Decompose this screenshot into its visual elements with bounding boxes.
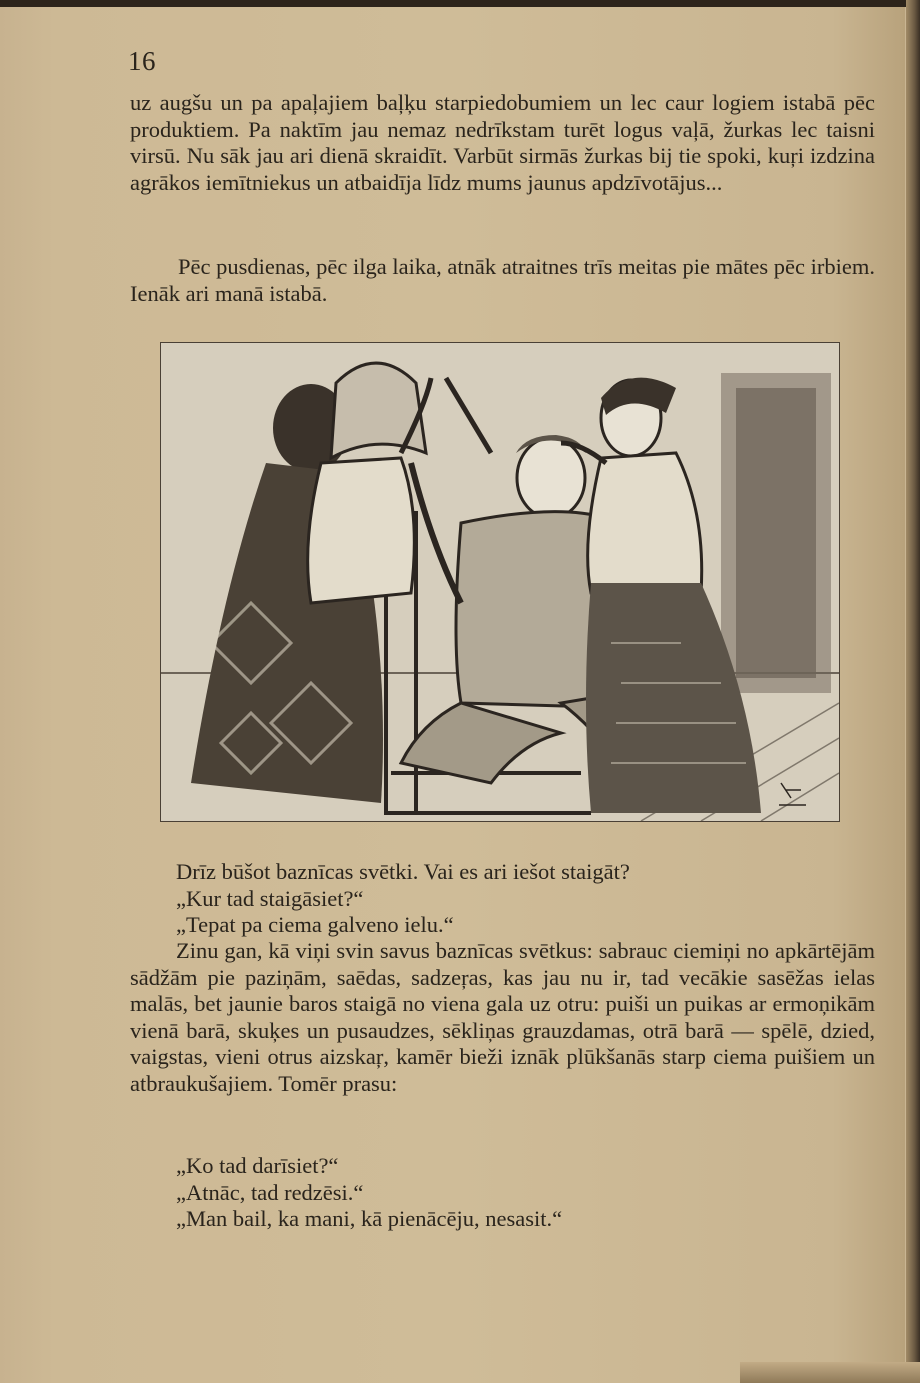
- dialogue-line: „Atnāc, tad redzēsi.“: [176, 1179, 364, 1205]
- scan-top-edge: [0, 0, 920, 7]
- page-number: 16: [128, 46, 156, 76]
- dialogue-block-2: [130, 1153, 875, 1233]
- dialogue-line: „Man bail, ka mani, kā pienācēju, nesasit.“: [176, 1206, 563, 1231]
- paragraph-daughters-arrive: Pēc pusdienas, pēc ilga laika, atnāk atraitnes trīs meitas pie mātes pēc irbiem. Ienāk ari manā istabā.: [130, 254, 875, 306]
- illustration-drawing: [161, 343, 839, 821]
- dialogue-line: „Kur tad staigāsiet?“: [176, 885, 364, 911]
- dialogue-line: „Ko tad darīsiet?“: [176, 1153, 339, 1178]
- dialogue-line: Drīz būšot baznīcas svētki. Vai es ari iešot staigāt?: [176, 859, 630, 884]
- paragraph-church-festival: Zinu gan, kā viņi svin savus baznīcas svētkus: sabrauc ciemiņi no apkārtējām sādžām pie paziņām, saēdas, sadzeŗas, kas jau nu ir, tad vecākie sasēžas ielas malās, bet jaunie baros staigā no viena gala uz otru: puiši un puikas ar ermoņikām vienā barā, skuķes un pusaudzes, sēkliņas grauzdamas, otrā barā — spēlē, dzied, vaigstas, vieni otrus aizskaŗ, kamēr bieži iznāk plūkšanās starp ciema puišiem un atbraukušajiem. Tomēr prasu:: [130, 938, 875, 1096]
- page-right-edge: [906, 0, 920, 1383]
- page-corner: [740, 1362, 920, 1383]
- dialogue-line: „Tepat pa ciema galveno ielu.“: [176, 912, 454, 937]
- dialogue-block-1: [130, 859, 875, 939]
- paragraph-rats: uz augšu un pa apaļajiem baļķu starpiedobumiem un lec caur logiem istabā pēc produktiem. Pa naktīm jau nemaz nedrīkstam turēt logus vaļā, žurkas lec taisni virsū. Nu sāk jau ari dienā skraidīt. Varbūt sirmās žurkas bij tie spoki, kuŗi izdzina agrākos iemītniekus un atbaidīja līdz mums jaunus apdzīvotājus...: [130, 90, 875, 195]
- illustration-girls-and-young-man: [160, 342, 840, 822]
